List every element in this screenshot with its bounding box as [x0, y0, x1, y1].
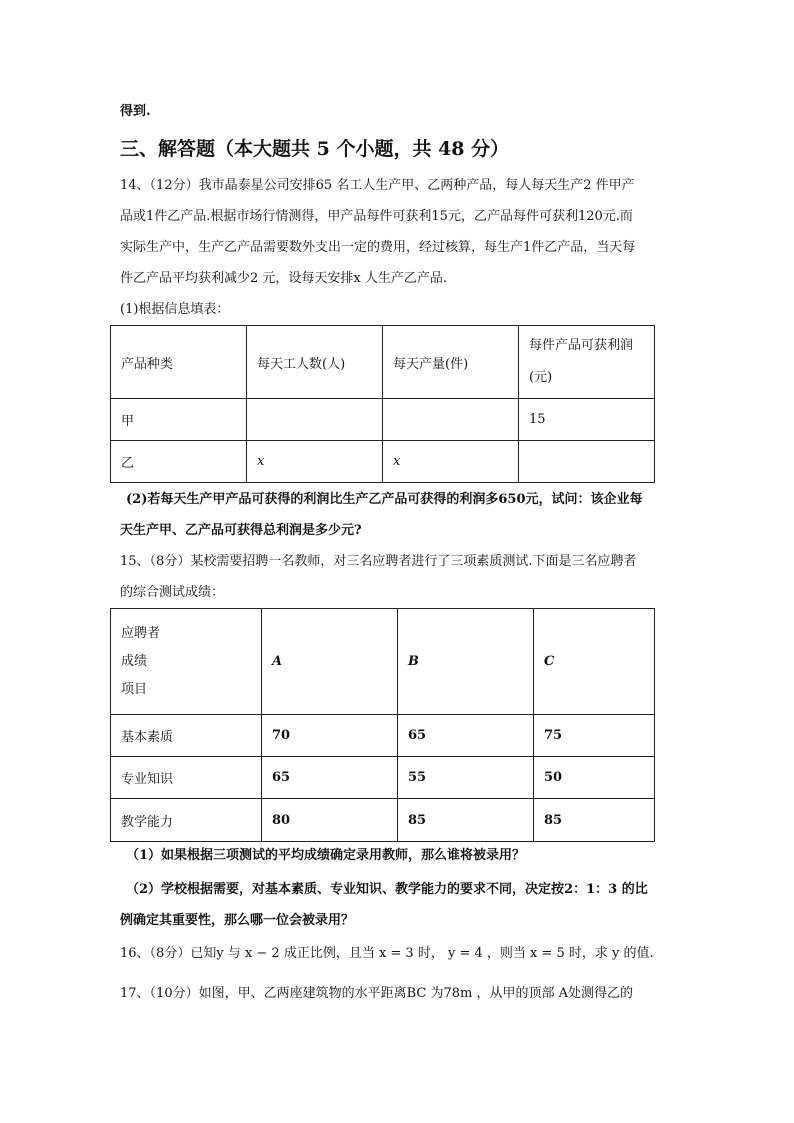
- table-cell: 15: [519, 399, 655, 441]
- table-cell: [383, 399, 519, 441]
- q14-text-line-1: 14、（12分）我市晶泰星公司安排65 名工人生产甲、乙两种产品，每人每天生产2 件甲产: [120, 178, 635, 193]
- table-cell: 专业知识: [111, 757, 262, 799]
- table-cell: 65: [398, 715, 534, 757]
- corner-line: 项目: [121, 681, 148, 697]
- q14-sub1: (1)根据信息填表：: [120, 302, 230, 317]
- q15-sub2-line-1: （2）学校根据需要，对基本素质、专业知识、教学能力的要求不同，决定按2：1：3 的比: [126, 882, 648, 897]
- header-cell: 产品种类: [111, 326, 247, 399]
- table-cell: [247, 399, 383, 441]
- table-cell: 65: [262, 757, 398, 799]
- continuation-text: 得到.: [120, 104, 151, 119]
- header-cell: 每天产量(件): [383, 326, 519, 399]
- corner-line: 应聘者: [121, 625, 161, 641]
- header-cell: C: [534, 609, 655, 715]
- table-header-row: [111, 326, 655, 399]
- q16-text: 16、（8分）已知y 与 x − 2 成正比例，且当 x = 3 时， y = 4 ，则当 x = 5 时，求 y 的值.: [120, 946, 654, 961]
- corner-line: 成绩: [121, 653, 148, 669]
- header-cell-line: (元): [529, 370, 553, 385]
- header-cell: A: [262, 609, 398, 715]
- table-cell: 50: [534, 757, 655, 799]
- q14-text-line-3: 实际生产中，生产乙产品需要数外支出一定的费用，经过核算，每生产1件乙产品，当天每: [120, 240, 636, 255]
- table-cell: x: [383, 441, 519, 483]
- table-cell: 85: [398, 799, 534, 842]
- table-cell: 甲: [111, 399, 247, 441]
- table-cell: 85: [534, 799, 655, 842]
- table-cell: 基本素质: [111, 715, 262, 757]
- table-row: [111, 399, 655, 441]
- q14-sub2-line-2: 天生产甲、乙产品可获得总利润是多少元?: [120, 523, 362, 538]
- header-cell-line: 每件产品可获利润: [529, 338, 634, 353]
- table-cell: [519, 441, 655, 483]
- table-row: [111, 441, 655, 483]
- header-cell: 每天工人数(人): [247, 326, 383, 399]
- table-cell: 80: [262, 799, 398, 842]
- q15-text-line-1: 15、（8分）某校需要招聘一名教师，对三名应聘者进行了三项素质测试.下面是三名应聘者: [120, 554, 637, 569]
- table-row: [111, 715, 655, 757]
- header-cell: [519, 326, 655, 399]
- header-cell: B: [398, 609, 534, 715]
- corner-cell: [111, 609, 262, 715]
- table-header-row: [111, 609, 655, 715]
- q15-text-line-2: 的综合测试成绩：: [120, 585, 225, 600]
- q15-sub2-line-2: 例确定其重要性，那么哪一位会被录用？: [120, 913, 355, 928]
- q14-text-line-2: 品或1件乙产品.根据市场行情测得，甲产品每件可获利15元，乙产品每件可获利120元.而: [120, 209, 633, 224]
- q17-text: 17、（10分）如图，甲、乙两座建筑物的水平距离BC 为78m ，从甲的顶部 A处测得乙的: [120, 986, 633, 1001]
- table-row: [111, 799, 655, 842]
- q14-text-line-4: 件乙产品平均获利减少2 元，设每天安排x 人生产乙产品.: [120, 271, 447, 286]
- score-table: [110, 608, 655, 842]
- table-cell: 70: [262, 715, 398, 757]
- table-row: [111, 757, 655, 799]
- q14-sub2-line-1: (2)若每天生产甲产品可获得的利润比生产乙产品可获得的利润多650元，试问：该企业每: [126, 492, 643, 507]
- table-cell: 55: [398, 757, 534, 799]
- table-cell: x: [247, 441, 383, 483]
- section-heading: 三、解答题（本大题共 5 个小题，共 48 分）: [120, 138, 510, 160]
- q15-sub1: （1）如果根据三项测试的平均成绩确定录用教师，那么谁将被录用？: [126, 848, 526, 863]
- table-cell: 教学能力: [111, 799, 262, 842]
- table-cell: 乙: [111, 441, 247, 483]
- table-cell: 75: [534, 715, 655, 757]
- product-table: [110, 325, 655, 483]
